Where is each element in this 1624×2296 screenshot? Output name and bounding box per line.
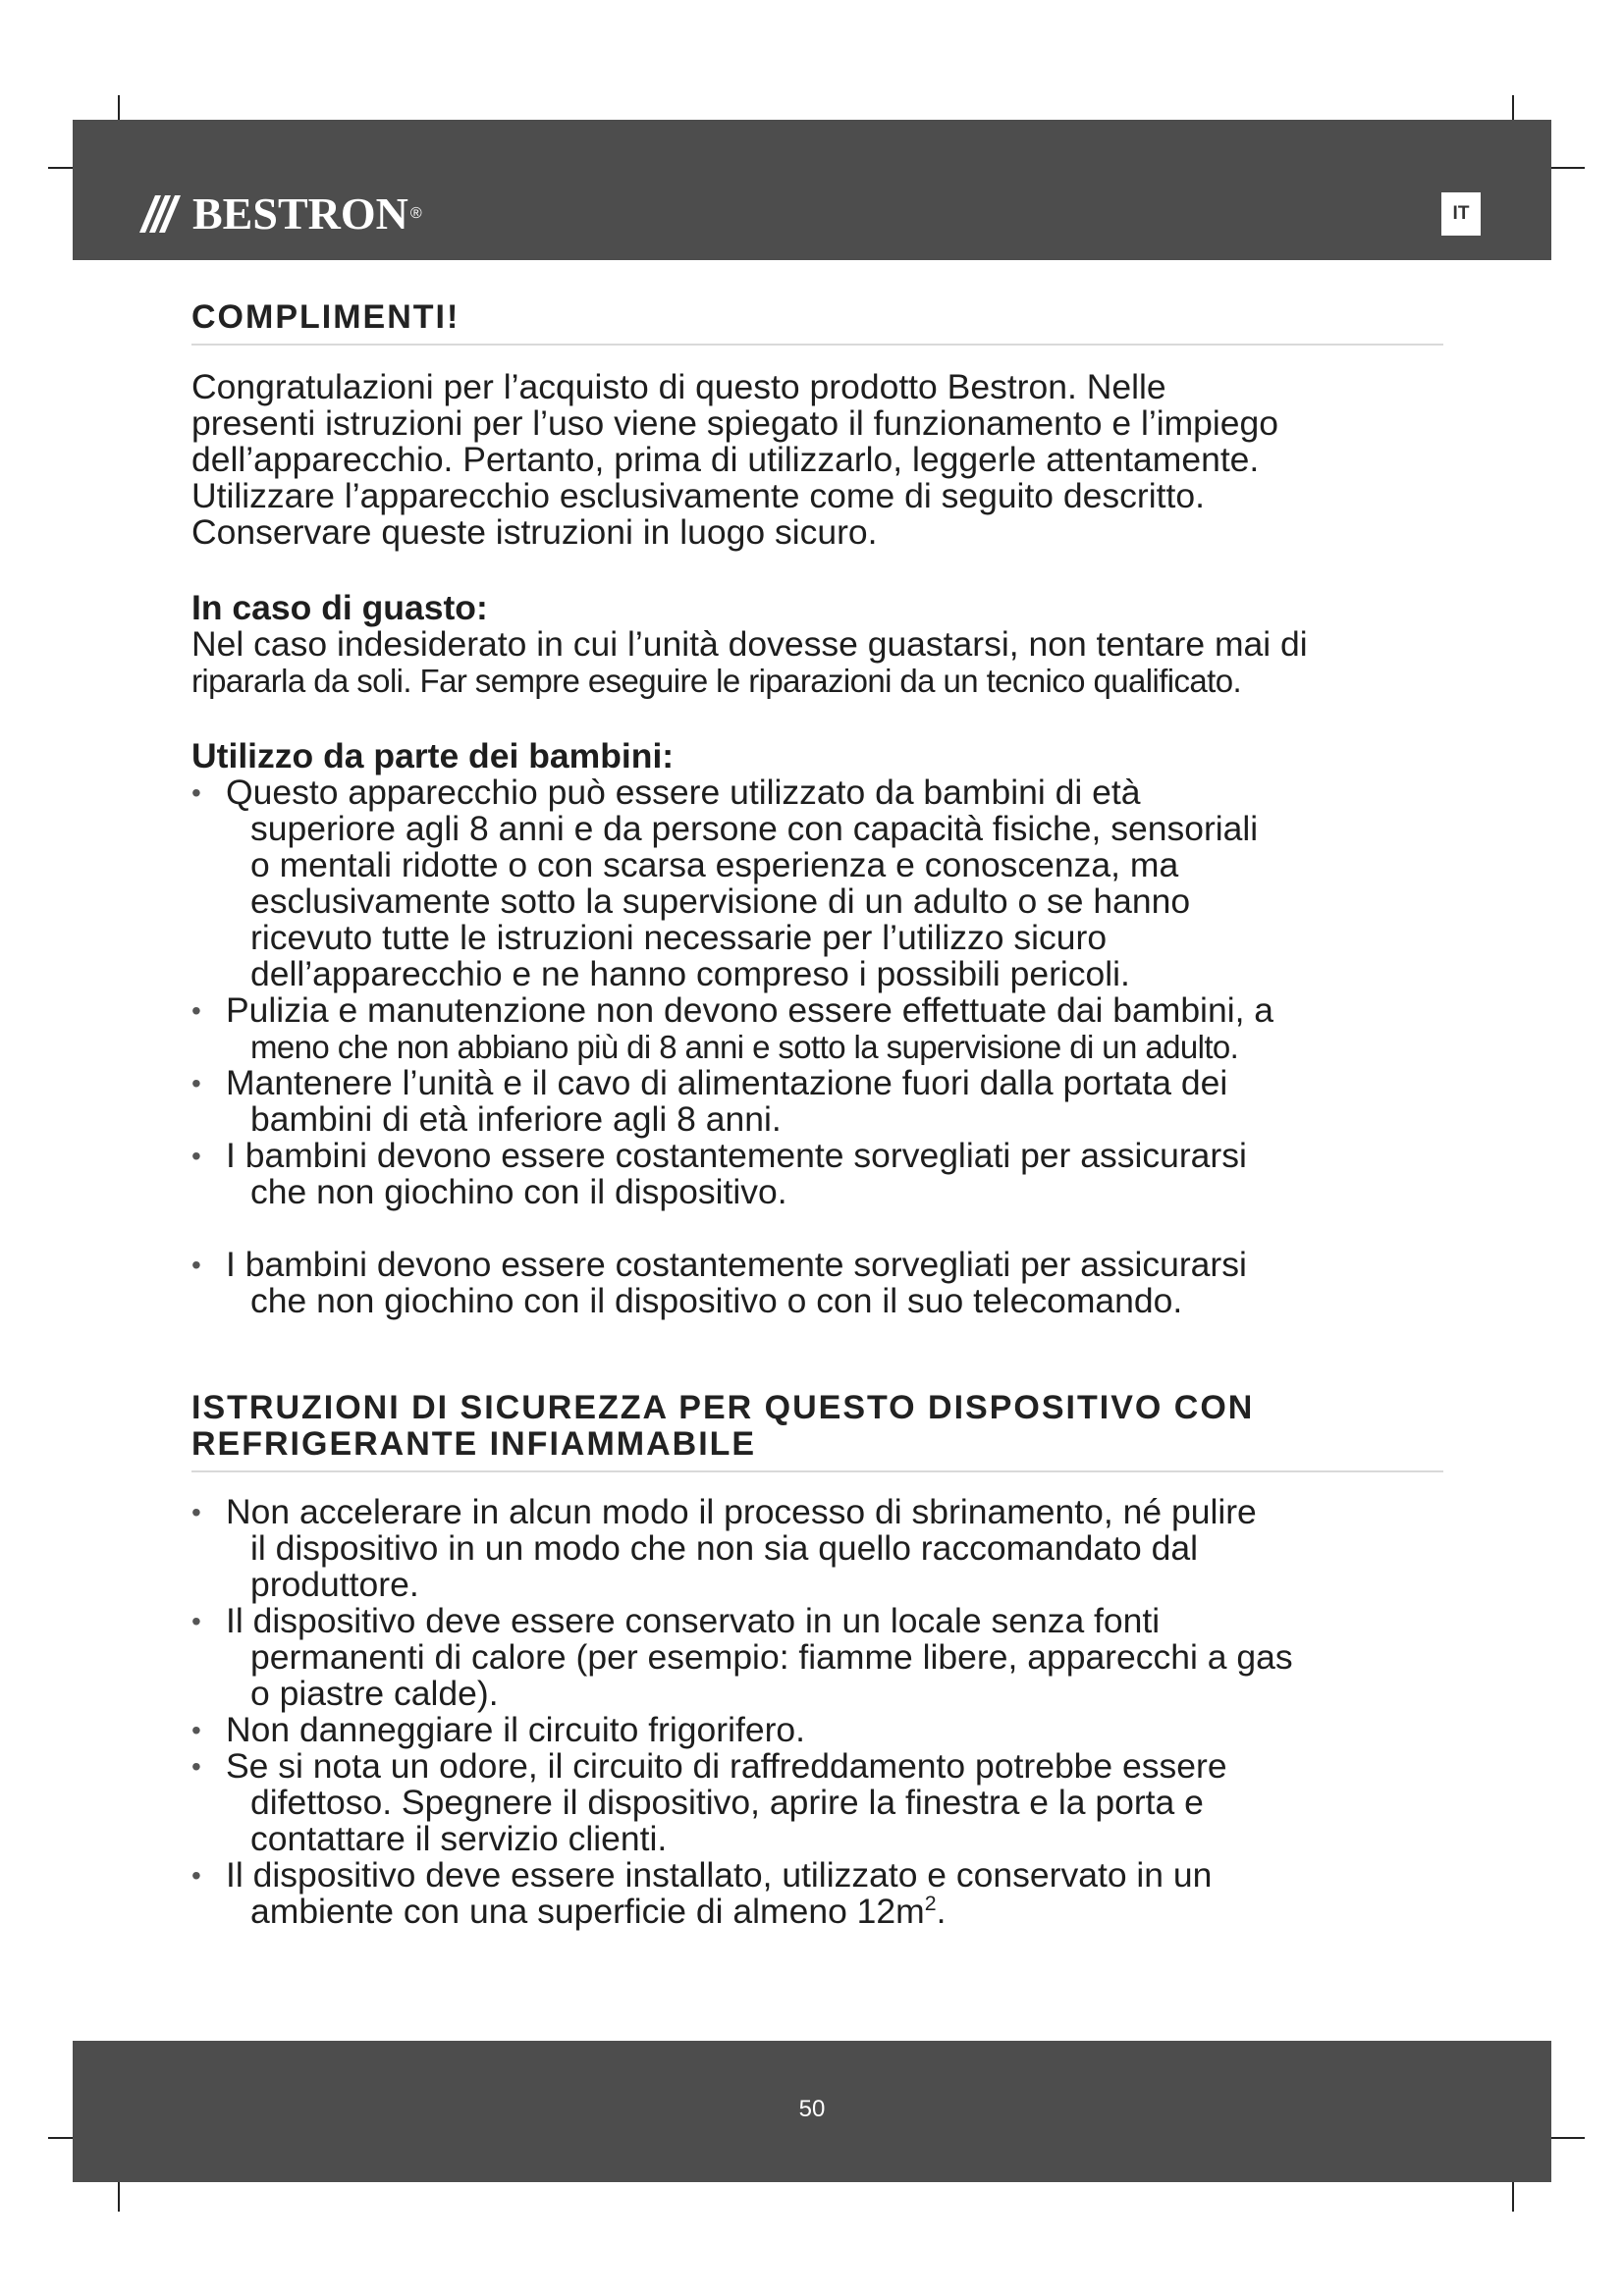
item-line: dell’apparecchio e ne hanno compreso i possibili pericoli. — [250, 954, 1130, 993]
superscript: 2 — [924, 1892, 937, 1916]
list-item — [191, 992, 1443, 1065]
title-line: ISTRUZIONI DI SICUREZZA PER QUESTO DISPOSITIVO CON — [191, 1389, 1255, 1426]
item-line: Non danneggiare il circuito frigorifero. — [226, 1710, 805, 1749]
intro-paragraph — [191, 369, 1443, 551]
item-line: Il dispositivo deve essere conservato in un locale senza fonti — [226, 1601, 1161, 1640]
list-item — [191, 1138, 1443, 1210]
item-line: produttore. — [250, 1565, 419, 1604]
item-line: permanenti di calore (per esempio: fiamme libere, apparecchi a gas — [250, 1637, 1293, 1677]
list-item — [191, 1065, 1443, 1138]
safety-list — [191, 1494, 1443, 1930]
intro-line: Conservare queste istruzioni in luogo sicuro. — [191, 512, 878, 552]
item-line: o mentali ridotte o con scarsa esperienza e conoscenza, ma — [250, 845, 1179, 884]
item-line: contattare il servizio clienti. — [250, 1819, 668, 1858]
item-line: Pulizia e manutenzione non devono essere effettuate dai bambini, a — [226, 990, 1274, 1030]
item-line: Il dispositivo deve essere installato, utilizzato e conservato in un — [226, 1855, 1213, 1895]
list-item — [191, 1247, 1443, 1319]
intro-line: presenti istruzioni per l’uso viene spiegato il funzionamento e l’impiego — [191, 403, 1279, 443]
children-heading: Utilizzo da parte dei bambini: — [191, 736, 675, 775]
item-line: che non giochino con il dispositivo o con il suo telecomando. — [250, 1281, 1183, 1320]
item-line: o piastre calde). — [250, 1674, 499, 1713]
item-line: che non giochino con il dispositivo. — [250, 1172, 787, 1211]
list-item — [191, 1494, 1443, 1603]
item-line: I bambini devono essere costantemente sorvegliati per assicurarsi — [226, 1245, 1247, 1284]
item-line: Mantenere l’unità e il cavo di alimentazione fuori dalla portata dei — [226, 1063, 1228, 1102]
item-line: esclusivamente sotto la supervisione di un adulto o se hanno — [250, 881, 1191, 921]
brand-logo — [137, 188, 422, 239]
trailing-period: . — [936, 1892, 947, 1931]
item-line: meno che non abbiano più di 8 anni e sotto la supervisione di un adulto. — [250, 1029, 1239, 1065]
language-badge: IT — [1441, 192, 1481, 236]
chevron-logo-icon — [137, 195, 183, 233]
fault-heading: In caso di guasto: — [191, 588, 488, 627]
item-line: bambini di età inferiore agli 8 anni. — [250, 1099, 782, 1139]
item-line: ricevuto tutte le istruzioni necessarie per l’utilizzo sicuro — [250, 918, 1108, 957]
list-item — [191, 774, 1443, 992]
page-number: 50 — [798, 2096, 826, 2122]
intro-line: Utilizzare l’apparecchio esclusivamente come di seguito descritto. — [191, 476, 1205, 515]
intro-line: dell’apparecchio. Pertanto, prima di utilizzarlo, leggerle attentamente. — [191, 440, 1260, 479]
compliments-title: COMPLIMENTI! — [191, 299, 1443, 346]
brand-name: BESTRON — [192, 188, 408, 239]
item-line: superiore agli 8 anni e da persone con capacità fisiche, sensoriali — [250, 809, 1259, 848]
title-line: REFRIGERANTE INFIAMMABILE — [191, 1425, 757, 1463]
fault-paragraph — [191, 626, 1443, 699]
children-list — [191, 774, 1443, 1319]
list-item — [191, 1603, 1443, 1712]
item-line: I bambini devono essere costantemente sorvegliati per assicurarsi — [226, 1136, 1247, 1175]
intro-line: Congratulazioni per l’acquisto di questo prodotto Bestron. Nelle — [191, 367, 1166, 406]
list-item — [191, 1857, 1443, 1930]
safety-title — [191, 1390, 1443, 1472]
list-item — [191, 1712, 1443, 1748]
item-line: difettoso. Spegnere il dispositivo, aprire la finestra e la porta e — [250, 1783, 1204, 1822]
fault-line: Nel caso indesiderato in cui l’unità dovesse guastarsi, non tentare mai di — [191, 624, 1308, 664]
item-line: Se si nota un odore, il circuito di raffreddamento potrebbe essere — [226, 1746, 1227, 1786]
item-line: il dispositivo in un modo che non sia quello raccomandato dal — [250, 1528, 1199, 1568]
fault-line: ripararla da soli. Far sempre eseguire le riparazioni da un tecnico qualificato. — [191, 663, 1242, 699]
item-line: ambiente con una superficie di almeno 12m — [250, 1892, 925, 1931]
registered-mark: ® — [409, 205, 422, 222]
list-item — [191, 1748, 1443, 1857]
item-line: Questo apparecchio può essere utilizzato da bambini di età — [226, 773, 1141, 812]
page-content — [191, 299, 1443, 1930]
item-line: Non accelerare in alcun modo il processo di sbrinamento, né pulire — [226, 1492, 1257, 1531]
